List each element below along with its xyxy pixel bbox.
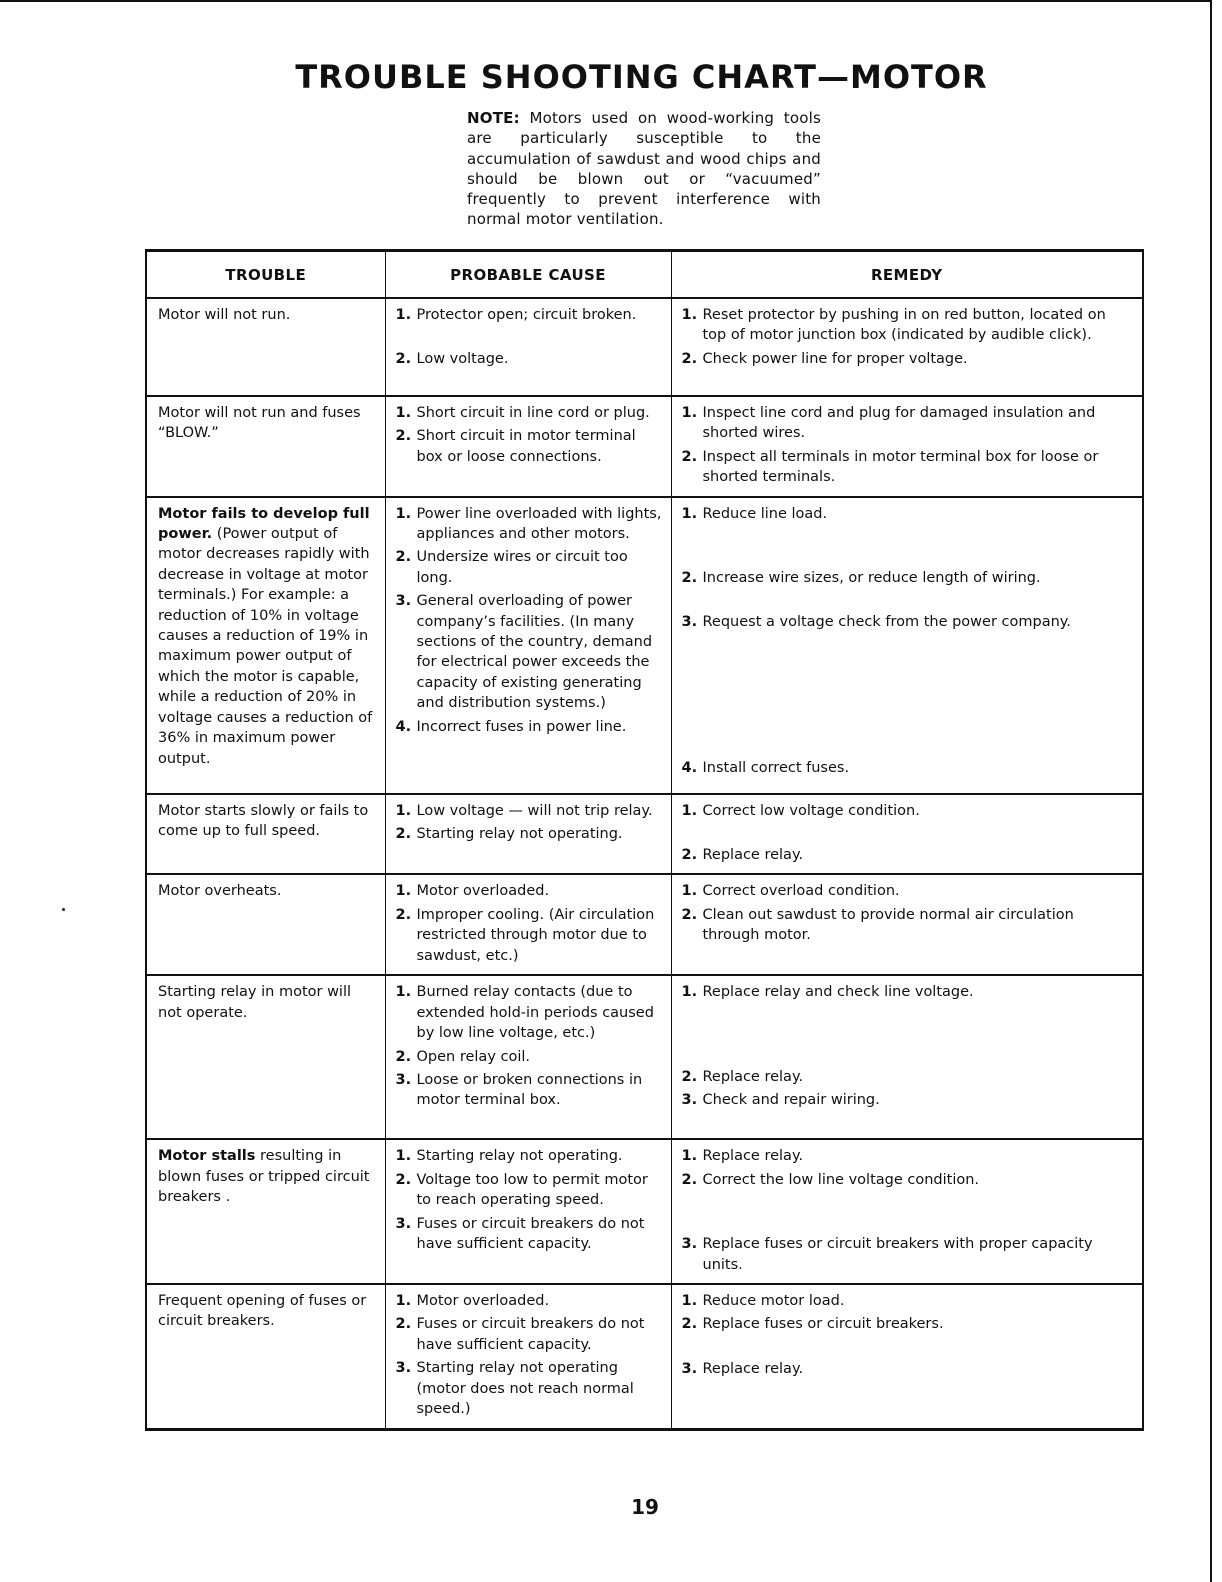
item-text: Replace fuses or circuit breakers with proper capacity units. bbox=[702, 1236, 1093, 1273]
cause-item bbox=[396, 1170, 663, 1211]
item-text: Power line overloaded with lights, appliances and other motors. bbox=[416, 505, 662, 543]
table-row bbox=[146, 794, 1143, 875]
item-text: Check and repair wiring. bbox=[702, 1092, 880, 1109]
cause-item bbox=[396, 1047, 663, 1067]
cause-cell bbox=[385, 794, 671, 875]
remedy-item bbox=[682, 1170, 1135, 1190]
item-number: 1. bbox=[395, 505, 412, 522]
cause-cell bbox=[385, 975, 671, 1139]
item-text: Protector open; circuit broken. bbox=[416, 307, 637, 323]
item-text: Voltage too low to permit motor to reach operating speed. bbox=[416, 1171, 648, 1209]
item-number: 2. bbox=[681, 1316, 698, 1333]
item-number: 3. bbox=[681, 1236, 698, 1253]
cause-cell bbox=[385, 298, 671, 396]
table-row bbox=[146, 874, 1143, 975]
item-number: 3. bbox=[681, 614, 698, 631]
cause-item bbox=[396, 426, 663, 467]
header-trouble: TROUBLE bbox=[146, 251, 385, 299]
trouble-cell bbox=[146, 794, 385, 875]
remedy-item bbox=[682, 403, 1135, 444]
cause-item bbox=[396, 881, 663, 901]
cause-item bbox=[396, 1214, 663, 1255]
item-text: Reduce motor load. bbox=[702, 1293, 845, 1310]
item-text: Motor overloaded. bbox=[416, 883, 550, 900]
item-number: 1. bbox=[395, 405, 412, 421]
table-row bbox=[146, 396, 1143, 497]
item-text: Correct low voltage condition. bbox=[702, 802, 920, 819]
item-text: Correct the low line voltage condition. bbox=[702, 1171, 980, 1188]
cause-item bbox=[396, 1070, 663, 1111]
item-text: Short circuit in motor terminal box or loose connections. bbox=[416, 428, 636, 465]
remedy-cell bbox=[671, 396, 1143, 497]
trouble-bold-text: Motor stalls bbox=[158, 1148, 256, 1165]
page-edge-right bbox=[1210, 0, 1212, 1582]
remedy-item bbox=[682, 905, 1135, 946]
remedy-cell bbox=[671, 1284, 1143, 1429]
item-number: 2. bbox=[681, 570, 698, 587]
trouble-text: Motor overheats. bbox=[158, 883, 282, 900]
header-remedy: REMEDY bbox=[671, 251, 1143, 299]
trouble-cell bbox=[146, 874, 385, 975]
item-text: Starting relay not operating. bbox=[416, 1148, 623, 1165]
remedy-item bbox=[682, 349, 1135, 369]
item-number: 2. bbox=[681, 906, 698, 923]
scan-speck bbox=[62, 908, 65, 911]
item-number: 4. bbox=[395, 718, 412, 735]
remedy-cell bbox=[671, 975, 1143, 1139]
remedy-item bbox=[682, 1314, 1135, 1334]
cause-item bbox=[396, 547, 663, 588]
item-text: Replace relay. bbox=[702, 1148, 804, 1165]
item-text: Fuses or circuit breakers do not have sufficient capacity. bbox=[416, 1316, 645, 1353]
remedy-item bbox=[682, 504, 1135, 524]
item-text: Low voltage. bbox=[416, 351, 509, 368]
page-title: TROUBLE SHOOTING CHART—MOTOR bbox=[295, 58, 988, 96]
item-text: General overloading of power company’s facilities. (In many sections of the country, demand for electrical power exceeds the capacity of existing generating and distribution systems.) bbox=[416, 593, 653, 712]
item-text: Short circuit in line cord or plug. bbox=[416, 405, 650, 421]
item-text: Replace relay. bbox=[702, 1068, 804, 1085]
item-text: Replace relay. bbox=[702, 847, 804, 864]
table-row bbox=[146, 298, 1143, 396]
item-number: 1. bbox=[681, 405, 698, 421]
cause-cell bbox=[385, 396, 671, 497]
remedy-item bbox=[682, 1291, 1135, 1311]
item-number: 3. bbox=[681, 1360, 698, 1377]
item-text: Burned relay contacts (due to extended hold-in periods caused by low line voltage, etc.) bbox=[416, 984, 654, 1042]
item-text: Inspect all terminals in motor terminal box for loose or shorted terminals. bbox=[702, 448, 1099, 486]
item-number: 1. bbox=[395, 1293, 412, 1310]
remedy-item bbox=[682, 612, 1135, 632]
note-label: NOTE: bbox=[467, 109, 520, 127]
item-number: 3. bbox=[681, 1092, 698, 1109]
item-number: 1. bbox=[681, 1148, 698, 1165]
trouble-shooting-table bbox=[145, 249, 1144, 1431]
item-number: 2. bbox=[681, 847, 698, 864]
remedy-item bbox=[682, 1359, 1135, 1379]
item-text: Reduce line load. bbox=[702, 505, 828, 522]
item-text: Undersize wires or circuit too long. bbox=[416, 549, 628, 586]
cause-item bbox=[396, 982, 663, 1043]
item-text: Replace fuses or circuit breakers. bbox=[702, 1316, 944, 1333]
item-number: 4. bbox=[681, 759, 698, 776]
page-number: 19 bbox=[631, 1495, 659, 1519]
item-number: 2. bbox=[395, 1171, 412, 1188]
item-number: 3. bbox=[395, 1360, 412, 1377]
item-text: Replace relay. bbox=[702, 1360, 804, 1377]
table-header-row bbox=[146, 251, 1143, 299]
cause-cell bbox=[385, 1284, 671, 1429]
header-probable-cause: PROBABLE CAUSE bbox=[385, 251, 671, 299]
note-text: Motors used on wood-working tools are particularly susceptible to the accumulation of sawdust and wood chips and should be blown out or “vacuumed” frequently to prevent interference with normal motor ventilation. bbox=[467, 109, 822, 229]
remedy-item bbox=[682, 1067, 1135, 1087]
table-row bbox=[146, 1139, 1143, 1284]
remedy-item bbox=[682, 801, 1135, 821]
cause-item bbox=[396, 1314, 663, 1355]
item-number: 1. bbox=[681, 1293, 698, 1310]
table-row bbox=[146, 1284, 1143, 1429]
item-text: Starting relay not operating. bbox=[416, 826, 623, 843]
cause-item bbox=[396, 801, 663, 821]
trouble-cell bbox=[146, 497, 385, 794]
item-number: 1. bbox=[395, 1148, 412, 1165]
cause-item bbox=[396, 305, 663, 325]
remedy-item bbox=[682, 982, 1135, 1002]
remedy-cell bbox=[671, 298, 1143, 396]
trouble-text: Motor will not run. bbox=[158, 307, 291, 323]
remedy-item bbox=[682, 447, 1135, 488]
item-number: 2. bbox=[681, 1171, 698, 1188]
item-number: 2. bbox=[395, 428, 412, 445]
cause-item bbox=[396, 1146, 663, 1166]
item-number: 2. bbox=[395, 1048, 412, 1065]
trouble-cell bbox=[146, 298, 385, 396]
item-number: 1. bbox=[395, 883, 412, 900]
cause-item bbox=[396, 349, 663, 369]
trouble-text: (Power output of motor decreases rapidly with decrease in voltage at motor terminals.) For example: a reduction of 10% in voltage causes a reduction of 19% in maximum power output of which the motor is capable, while a reduction of 20% in voltage causes a reduction of 36% in maximum power output. bbox=[158, 526, 373, 767]
item-number: 2. bbox=[395, 906, 412, 923]
item-text: Loose or broken connections in motor terminal box. bbox=[416, 1072, 643, 1109]
cause-item bbox=[396, 403, 663, 423]
page-edge-top bbox=[0, 0, 1212, 2]
item-number: 1. bbox=[681, 505, 698, 522]
trouble-text: Starting relay in motor will not operate. bbox=[158, 984, 352, 1021]
remedy-item bbox=[682, 758, 1135, 778]
item-number: 3. bbox=[395, 1072, 412, 1089]
item-number: 2. bbox=[681, 1068, 698, 1085]
item-text: Open relay coil. bbox=[416, 1048, 531, 1065]
trouble-text: Motor will not run and fuses “BLOW.” bbox=[158, 405, 361, 442]
item-number: 1. bbox=[395, 307, 412, 323]
item-text: Incorrect fuses in power line. bbox=[416, 718, 627, 735]
item-number: 1. bbox=[681, 883, 698, 900]
item-text: Improper cooling. (Air circulation restricted through motor due to sawdust, etc.) bbox=[416, 906, 655, 964]
item-text: Correct overload condition. bbox=[702, 883, 900, 900]
remedy-cell bbox=[671, 497, 1143, 794]
cause-item bbox=[396, 591, 663, 713]
item-number: 2. bbox=[395, 1316, 412, 1333]
item-number: 1. bbox=[395, 984, 412, 1001]
note-paragraph bbox=[467, 108, 821, 230]
remedy-cell bbox=[671, 794, 1143, 875]
item-number: 2. bbox=[395, 826, 412, 843]
cause-cell bbox=[385, 1139, 671, 1284]
remedy-item bbox=[682, 1234, 1135, 1275]
item-number: 1. bbox=[681, 307, 698, 323]
trouble-cell bbox=[146, 1139, 385, 1284]
item-number: 2. bbox=[395, 549, 412, 566]
trouble-bold-text: Motor fails to develop full power. bbox=[158, 505, 370, 543]
item-text: Install correct fuses. bbox=[702, 759, 850, 776]
item-text: Replace relay and check line voltage. bbox=[702, 984, 974, 1001]
remedy-cell bbox=[671, 874, 1143, 975]
remedy-item bbox=[682, 568, 1135, 588]
cause-item bbox=[396, 1291, 663, 1311]
cause-cell bbox=[385, 497, 671, 794]
cause-item bbox=[396, 905, 663, 966]
item-number: 3. bbox=[395, 1215, 412, 1232]
trouble-cell bbox=[146, 1284, 385, 1429]
item-number: 2. bbox=[681, 350, 698, 367]
item-text: Increase wire sizes, or reduce length of wiring. bbox=[702, 570, 1041, 587]
item-text: Inspect line cord and plug for damaged insulation and shorted wires. bbox=[702, 405, 1096, 442]
trouble-text: Motor starts slowly or fails to come up to full speed. bbox=[158, 802, 369, 840]
item-text: Fuses or circuit breakers do not have sufficient capacity. bbox=[416, 1215, 645, 1253]
item-text: Starting relay not operating (motor does not reach normal speed.) bbox=[416, 1360, 634, 1418]
item-text: Reset protector by pushing in on red button, located on top of motor junction box (indicated by audible click). bbox=[702, 307, 1106, 344]
item-text: Low voltage — will not trip relay. bbox=[416, 802, 653, 819]
table-row bbox=[146, 975, 1143, 1139]
item-number: 2. bbox=[681, 448, 698, 465]
item-number: 1. bbox=[395, 802, 412, 819]
item-number: 1. bbox=[681, 984, 698, 1001]
remedy-item bbox=[682, 881, 1135, 901]
cause-item bbox=[396, 1358, 663, 1419]
item-text: Check power line for proper voltage. bbox=[702, 350, 968, 367]
item-number: 1. bbox=[681, 802, 698, 819]
item-text: Clean out sawdust to provide normal air circulation through motor. bbox=[702, 906, 1074, 944]
cause-item bbox=[396, 717, 663, 737]
trouble-cell bbox=[146, 975, 385, 1139]
remedy-item bbox=[682, 1146, 1135, 1166]
trouble-text: resulting in blown fuses or tripped circuit breakers . bbox=[158, 1148, 370, 1206]
cause-item bbox=[396, 824, 663, 844]
trouble-text: Frequent opening of fuses or circuit breakers. bbox=[158, 1293, 367, 1330]
table-row bbox=[146, 497, 1143, 794]
item-text: Motor overloaded. bbox=[416, 1293, 550, 1310]
remedy-item bbox=[682, 845, 1135, 865]
trouble-cell bbox=[146, 396, 385, 497]
item-number: 2. bbox=[395, 351, 412, 368]
item-number: 3. bbox=[395, 593, 412, 610]
item-text: Request a voltage check from the power company. bbox=[702, 614, 1071, 631]
remedy-cell bbox=[671, 1139, 1143, 1284]
cause-item bbox=[396, 504, 663, 545]
cause-cell bbox=[385, 874, 671, 975]
remedy-item bbox=[682, 305, 1135, 346]
remedy-item bbox=[682, 1090, 1135, 1110]
